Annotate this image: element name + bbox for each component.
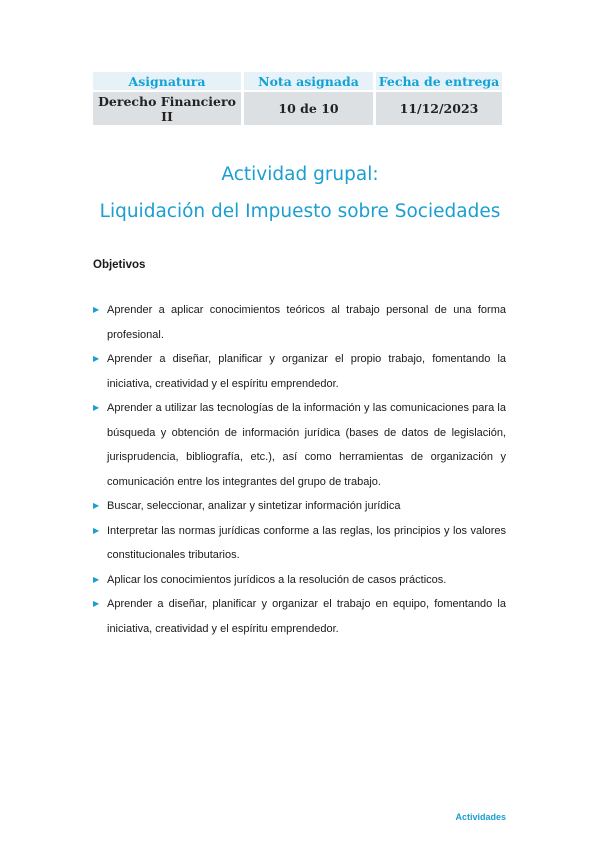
- value-nota: 10 de 10: [244, 90, 373, 125]
- header-asignatura: Asignatura: [93, 72, 241, 90]
- objective-text: Aprender a diseñar, planificar y organizar el trabajo en equipo, fomentando la iniciativa, creatividad y el espíritu emprendedor.: [107, 598, 506, 635]
- objective-text: Aprender a utilizar las tecnologías de la información y las comunicaciones para la búsqueda y obtención de información jurídica (bases de datos de legislación, jurisprudencia, bibliografía, etc.), así como herramientas de organización y comunicación entre los integrantes del grupo de trabajo.: [107, 402, 506, 488]
- objective-item: [93, 592, 506, 641]
- activity-subtitle: Liquidación del Impuesto sobre Sociedades: [99, 201, 501, 222]
- objective-item: [93, 568, 506, 593]
- header-fecha: Fecha de entrega: [376, 72, 502, 90]
- triangle-right-icon: ▶: [93, 305, 100, 314]
- value-fecha: 11/12/2023: [376, 90, 502, 125]
- objective-item: [93, 519, 506, 568]
- triangle-right-icon: ▶: [93, 599, 100, 608]
- triangle-right-icon: ▶: [93, 354, 100, 363]
- objectives-heading: Objetivos: [93, 259, 146, 271]
- info-table: [90, 72, 505, 125]
- activity-title: Actividad grupal:: [221, 164, 379, 185]
- objective-item: [93, 396, 506, 494]
- triangle-right-icon: ▶: [93, 403, 100, 412]
- triangle-right-icon: ▶: [93, 574, 100, 584]
- objective-text: Aplicar los conocimientos jurídicos a la resolución de casos prácticos.: [107, 573, 447, 586]
- info-table-value-row: [93, 90, 502, 125]
- objective-item: [93, 494, 506, 519]
- objective-text: Aprender a aplicar conocimientos teóricos al trabajo personal de una forma profesional.: [107, 304, 506, 341]
- objective-item: [93, 298, 506, 347]
- objective-text: Aprender a diseñar, planificar y organizar el propio trabajo, fomentando la iniciativa, creatividad y el espíritu emprendedor.: [107, 353, 506, 390]
- header-nota: Nota asignada: [244, 72, 373, 90]
- footer-label: Actividades: [455, 812, 506, 822]
- triangle-right-icon: ▶: [93, 501, 100, 510]
- objectives-list: [93, 298, 506, 641]
- info-table-header-row: [93, 72, 502, 90]
- objective-item: [93, 347, 506, 396]
- triangle-right-icon: ▶: [93, 525, 100, 535]
- objective-text: Interpretar las normas jurídicas conforme a las reglas, los principios y los valores constitucionales tributarios.: [107, 524, 506, 561]
- value-asignatura: Derecho Financiero II: [93, 90, 241, 125]
- objective-text: Buscar, seleccionar, analizar y sintetizar información jurídica: [107, 500, 401, 512]
